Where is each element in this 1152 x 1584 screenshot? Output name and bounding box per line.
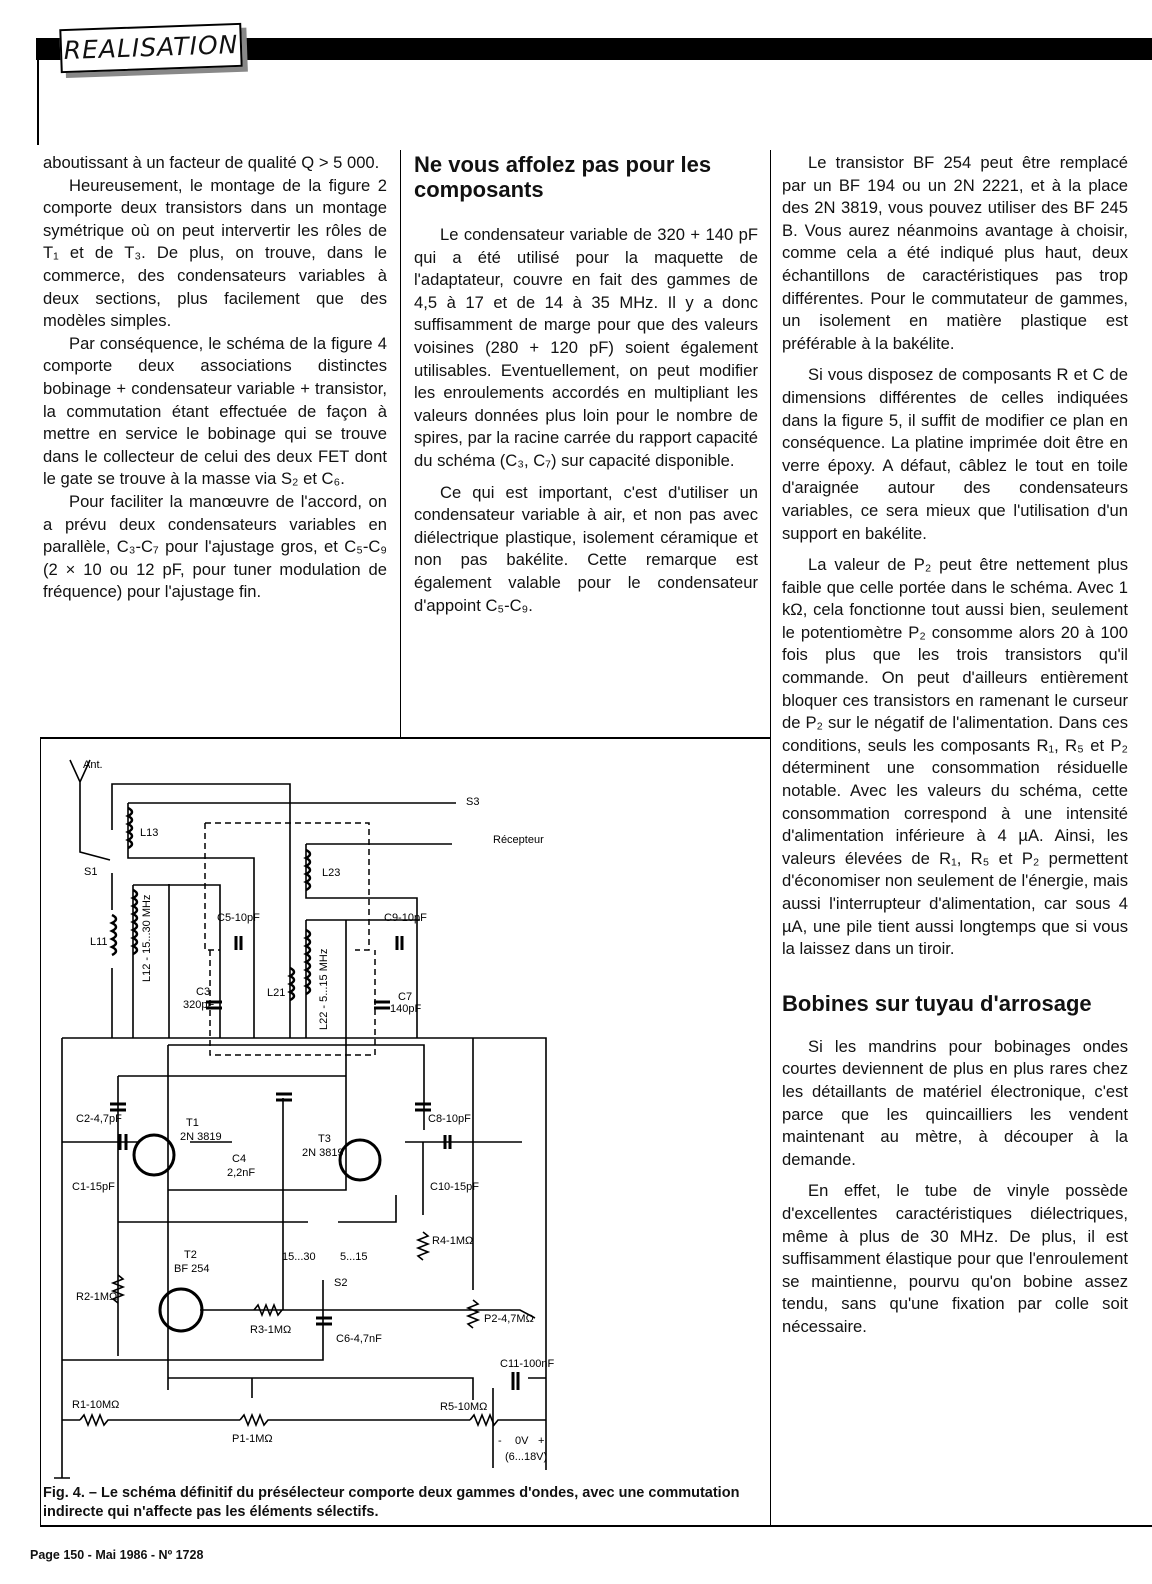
label-c7: C7 <box>398 991 413 1003</box>
transistors <box>134 1135 380 1331</box>
label-ant: Ant. <box>83 759 103 771</box>
label-c3: C3 <box>196 986 211 998</box>
label-t1: T1 <box>186 1117 199 1129</box>
column-3 <box>782 152 1128 1339</box>
label-c4: C4 <box>232 1153 247 1165</box>
label-c10: C10-15pF <box>430 1181 479 1193</box>
label-l22: L22 - 5...15 MHz <box>318 948 330 1030</box>
label-t3-type: 2N 3819 <box>302 1147 344 1159</box>
label-s2: S2 <box>334 1277 348 1289</box>
wires <box>54 760 546 1478</box>
label-l21: L21 <box>267 987 286 999</box>
label-c1: C1-15pF <box>72 1181 115 1193</box>
column-divider <box>770 150 771 1526</box>
paragraph: Ce qui est important, c'est d'utiliser un condensateur variable à air, et non pas avec diélectrique plastique, isolement céramique et non pas bakélite. Cette remarque est également valable pour le condensateur d'appoint C₅-C₉. <box>414 482 758 615</box>
label-l12: L12 - 15...30 MHz <box>141 894 153 982</box>
divider <box>37 60 39 145</box>
label-t2: T2 <box>184 1249 197 1261</box>
label-minus: - <box>498 1435 502 1447</box>
label-l23: L23 <box>322 867 341 879</box>
caption-lead: Fig. 4. – <box>43 1485 97 1501</box>
label-c8: C8-10pF <box>428 1113 471 1125</box>
label-c11: C11-100nF <box>500 1358 555 1370</box>
paragraph: Le transistor BF 254 peut être remplacé par un BF 194 ou un 2N 2221, et à la place des 2N 3819, vous pouvez utiliser des BF 245 B. Vous aurez néanmoins avantage à choisir, comme cela a été indiqué plus haut, deux échantillons de caractéristiques pas trop différentes. Pour le commutateur de gammes, un isolement en matière plastique est préférable à la bakélite. <box>782 153 1128 353</box>
section-heading: Ne vous affolez pas pour les composants <box>414 152 712 202</box>
paragraph: Si vous disposez de composants R et C de dimensions différentes de celles indiquées dans la figure 5, il suffit de modifier ce plan en conséquence. La platine imprimée doit être en verre époxy. A défaut, câblez le tout en toile d'araignée autour des condensateurs variables, ce sera mieux que l'utilisation d'un support en bakélite. <box>782 365 1128 543</box>
label-c9: C9-10pF <box>384 912 427 924</box>
label-r5: R5-10MΩ <box>440 1401 488 1413</box>
label-c6: C6-4,7nF <box>336 1333 382 1345</box>
schematic-diagram <box>40 738 770 1483</box>
label-c4-value: 2,2nF <box>227 1167 256 1179</box>
label-plus: + <box>538 1435 545 1447</box>
label-c7-value: 140pF <box>390 1003 422 1015</box>
label-r3: R3-1MΩ <box>250 1324 292 1336</box>
label-p1: P1-1MΩ <box>232 1433 273 1445</box>
figure-caption <box>43 1484 765 1522</box>
label-l11: L11 <box>90 936 108 948</box>
paragraph: Si les mandrins pour bobinages ondes courtes deviennent de plus en plus rares chez les détaillants de matériel électronique, c'est parce que les quincailliers les vendent maintenant au mètre, à découper à la demande. <box>782 1036 1128 1169</box>
label-t2-type: BF 254 <box>174 1263 210 1275</box>
label-c2: C2-4,7pF <box>76 1113 122 1125</box>
label-r2: R2-1MΩ <box>76 1291 118 1303</box>
paragraph: Le condensateur variable de 320 + 140 pF qui a été utilisé pour la maquette de l'adaptateur, couvre en fait des gammes de 4,5 à 17 et de 14 à 35 MHz. Il y a donc suffisamment de marge pour que des valeurs voisines (280 + 120 pF) soient également utilisables. Eventuellement, on peut modifier les enroulements accordés en multipliant les valeurs données plus loin pour le nombre de spires, par la racine carrée du rapport capacité du schéma (C₃, C₇) sur capacité disponible. <box>414 225 758 470</box>
label-c3-value: 320pF <box>183 999 215 1011</box>
column-divider <box>400 150 401 738</box>
label-l13: L13 <box>140 827 159 839</box>
paragraph: Pour faciliter la manœuvre de l'accord, on a prévu deux condensateurs variables en parallèle, C₃-C₇ pour l'ajustage gros, et C₅-C₉ (2 × 10 ou 12 pF, pour tuner modulation de fréquence) pour l'ajustage fin. <box>43 491 387 602</box>
column-2 <box>414 152 758 617</box>
label-range-5-15: 5...15 <box>340 1251 368 1263</box>
label-r4: R4-1MΩ <box>432 1235 474 1247</box>
section-rubric <box>59 23 242 73</box>
rubric-label: REALISATION <box>63 29 239 66</box>
label-p2: P2-4,7MΩ <box>484 1313 534 1325</box>
paragraph: La valeur de P₂ peut être nettement plus faible que celle portée dans le schéma. Avec 1 kΩ, cela fonctionne tout aussi bien, seulement le potentiomètre P₂ consomme alors 20 à 100 fois plus que les trois transistors qu'il commande. On peut d'ailleurs entièrement bloquer ces transistors en ramenant le curseur de P₂ sur le négatif de l'alimentation. Dans ces conditions, seuls les composants R₁, R₅ et P₂ déterminent une consommation résiduelle notable. Avec les valeurs du schéma, cette consommation correspond à une intensité d'alimentation inférieure à 4 µA. Ainsi, les valeurs élevées de R₁, R₅ et P₂ permettent d'économiser non seulement de l'énergie, mais aussi l'interrupteur d'alimentation, car sous 4 µA, une pile tient aussi longtemps que si vous la laissez dans un tiroir. <box>782 555 1128 959</box>
label-range-15-30: 15...30 <box>282 1251 316 1263</box>
label-r1: R1-10MΩ <box>72 1399 120 1411</box>
label-t3: T3 <box>318 1133 331 1145</box>
page-footer: Page 150 - Mai 1986 - Nº 1728 <box>30 1548 204 1562</box>
label-c5: C5-10pF <box>217 912 260 924</box>
label-s1: S1 <box>84 866 98 878</box>
paragraph: En effet, le tube de vinyle possède d'excellentes caractéristiques diélectriques, même à plus de 30 MHz. De plus, il est suffisamment élastique pour que l'enroulement se maintienne, pourvu qu'on bobine assez tendu, sans qu'une fixation par colle soit nécessaire. <box>782 1181 1128 1336</box>
section-heading: Bobines sur tuyau d'arrosage <box>782 990 1092 1016</box>
paragraph: aboutissant à un facteur de qualité Q > 5 000. <box>43 153 380 172</box>
label-0v: 0V <box>515 1435 529 1447</box>
paragraph: Heureusement, le montage de la figure 2 comporte deux transistors dans un montage symétrique où on peut intervertir les rôles de T₁ et de T₃. De plus, on trouve, dans le commerce, des condensateurs variables à deux sections, plus facilement que des modèles simples. <box>43 175 387 331</box>
label-recepteur: Récepteur <box>493 834 544 846</box>
label-supply-range: (6...18V) <box>505 1451 548 1463</box>
schematic-figure <box>40 738 770 1526</box>
column-1 <box>43 152 387 604</box>
labels <box>72 759 554 1463</box>
paragraph: Par conséquence, le schéma de la figure 4 comporte deux associations distinctes bobinage + condensateur variable + transistor, la commutation étant effectuée de façon à mettre en service le bobinage qui se trouve dans le collecteur de celui des deux FET dont le gate se trouve à la masse via S₂ et C₆. <box>43 333 387 489</box>
label-s3: S3 <box>466 796 480 808</box>
label-t1-type: 2N 3819 <box>180 1131 222 1143</box>
caption-text: Le schéma définitif du présélecteur comporte deux gammes d'ondes, avec une commutation indirecte qui n'affecte pas les éléments sélectifs. <box>43 1485 740 1520</box>
